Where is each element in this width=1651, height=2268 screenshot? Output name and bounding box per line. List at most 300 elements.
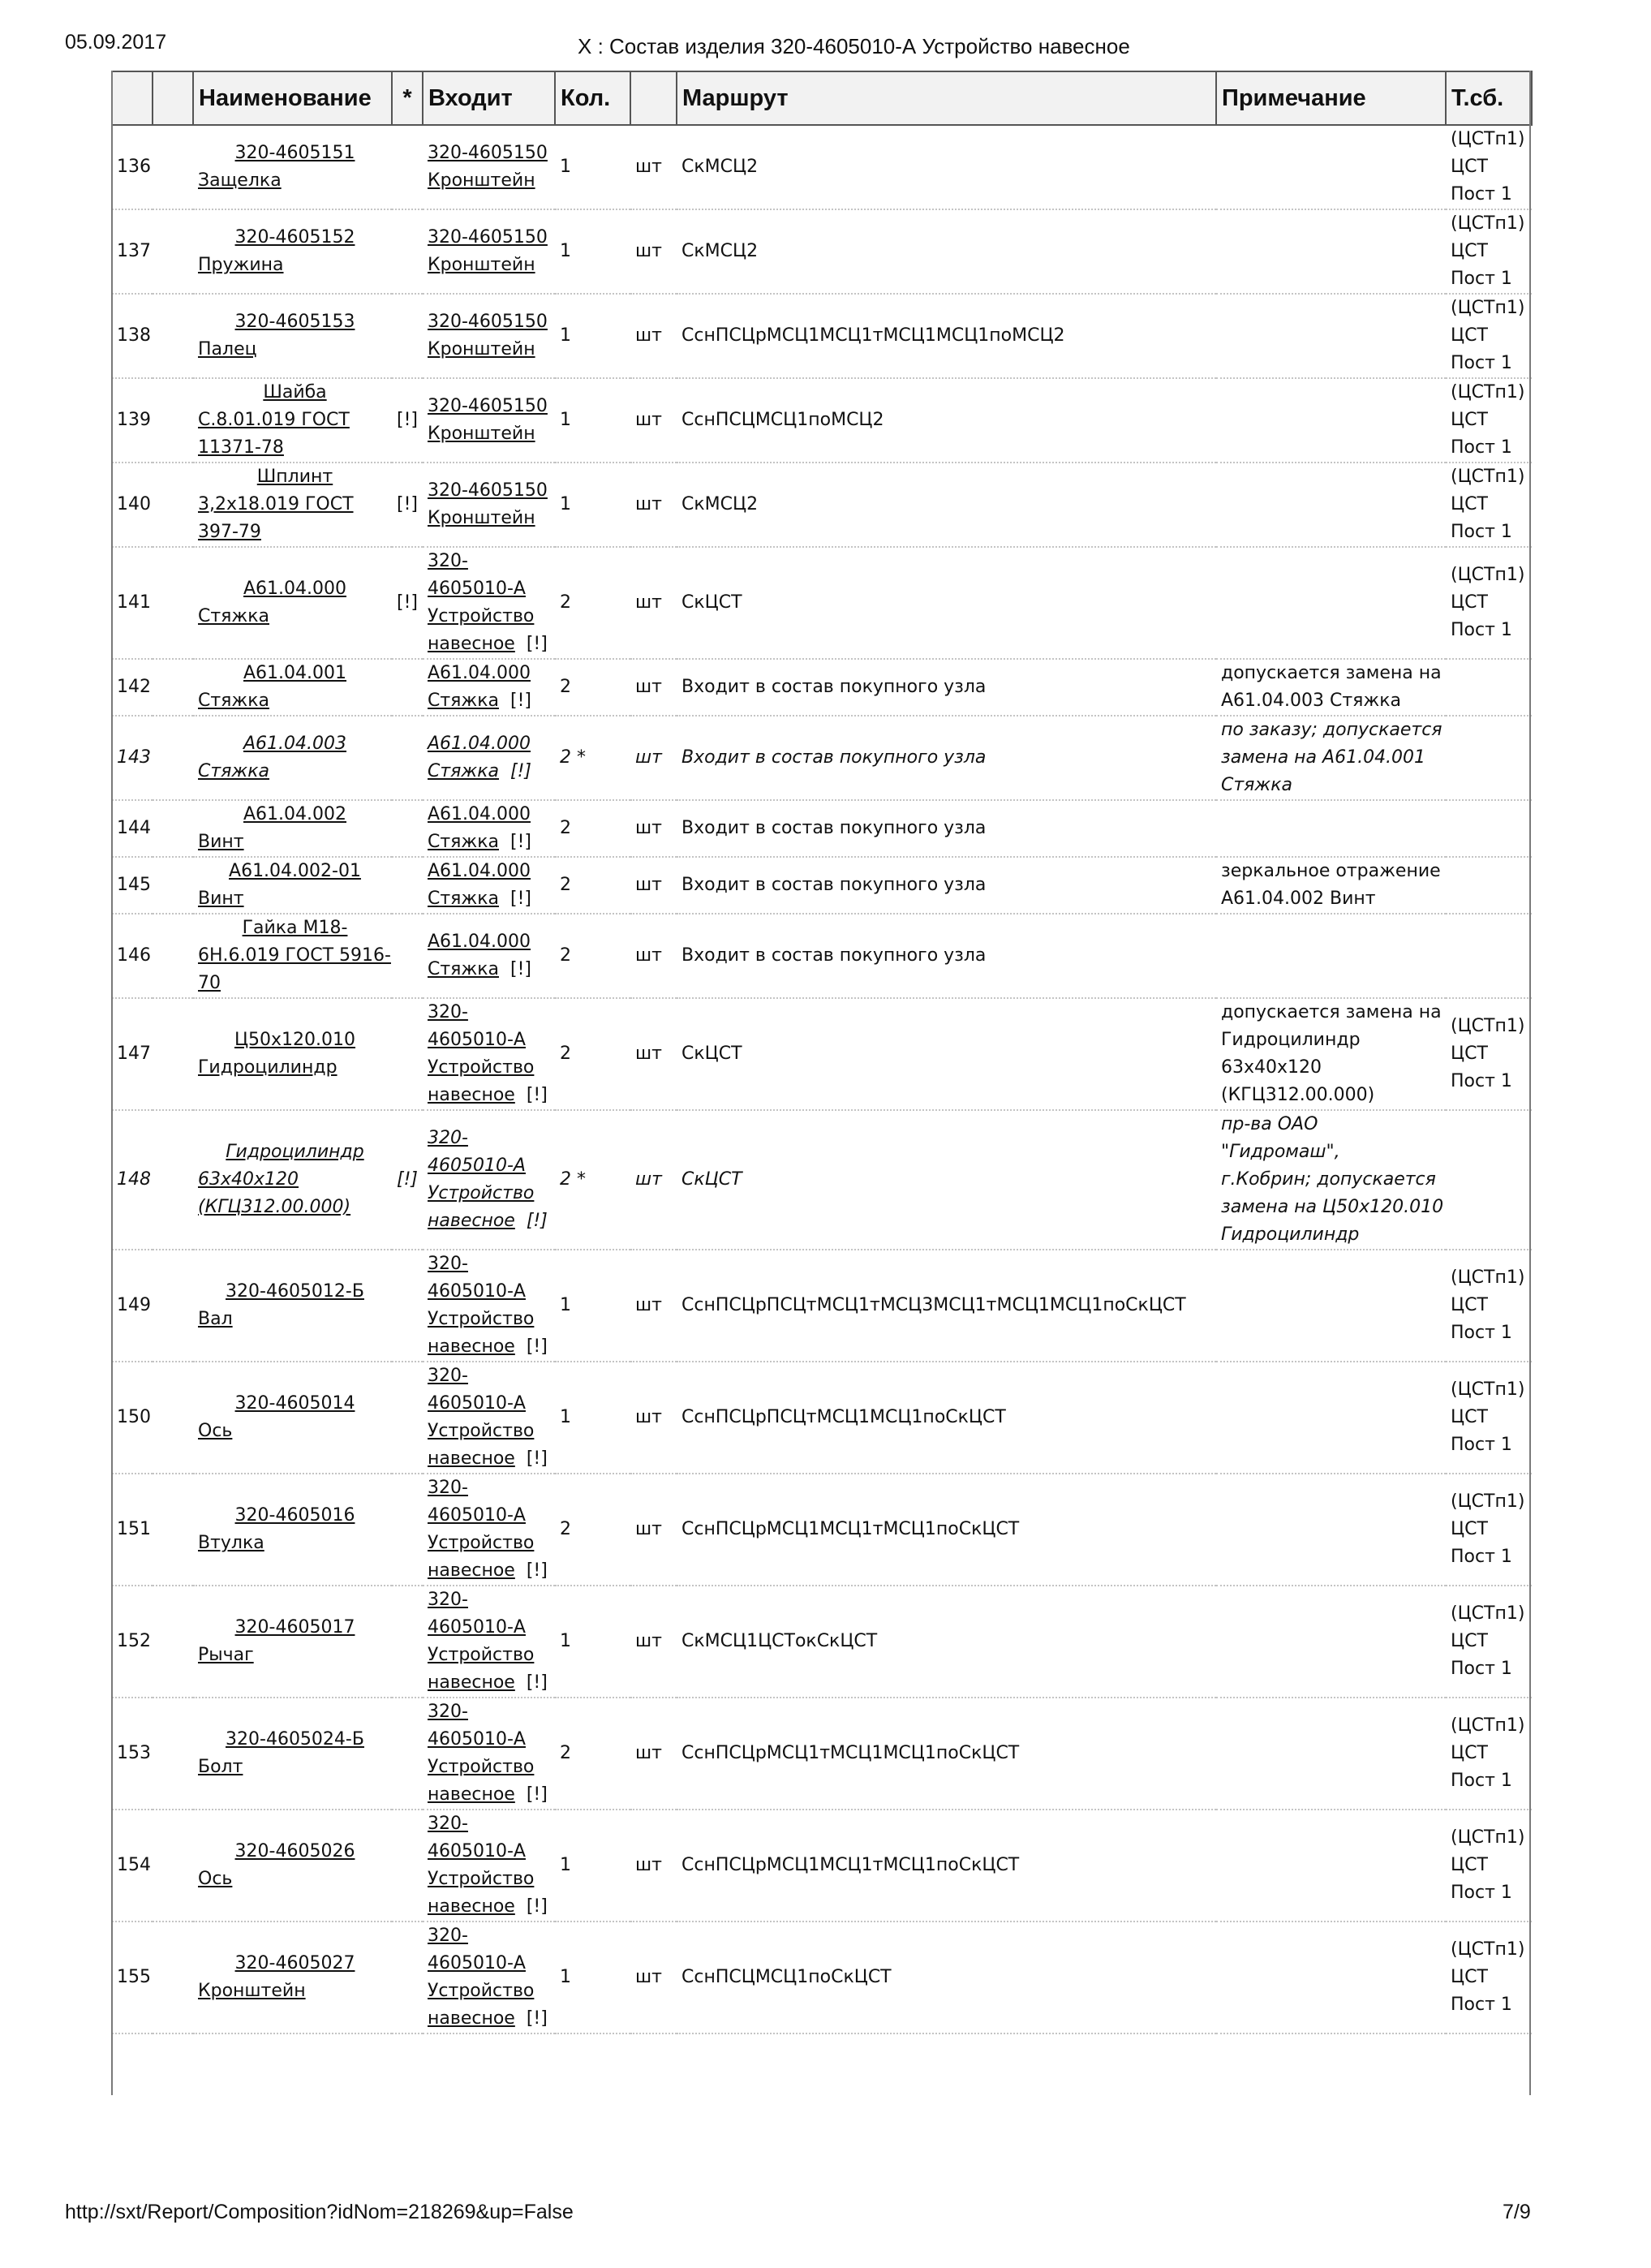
item-flag — [392, 914, 423, 998]
parent-link-part[interactable]: навесное — [428, 1672, 515, 1693]
item-assembly-station — [1446, 1586, 1532, 1698]
item-title-link[interactable]: Стяжка — [198, 606, 269, 626]
item-quantity: 2 — [555, 800, 630, 857]
item-quantity: 2 — [555, 1698, 630, 1810]
item-route: СснПСЦрМСЦ1МСЦ1тМСЦ1поСкЦСТ — [677, 1474, 1216, 1586]
item-assembly-station — [1446, 547, 1532, 659]
row-number: 136 — [112, 125, 153, 209]
item-name-cell — [193, 1698, 392, 1810]
item-quantity: 2 — [555, 659, 630, 716]
table-row — [112, 1922, 1532, 2033]
item-note — [1216, 857, 1446, 914]
parent-link-part[interactable]: Стяжка — [428, 761, 499, 781]
item-quantity: 2 — [555, 914, 630, 998]
note-line: замена на А61.04.001 — [1221, 747, 1426, 768]
item-flag: [!] — [392, 463, 423, 547]
parent-link-part[interactable]: Кронштейн — [428, 424, 535, 444]
parent-link-part[interactable]: навесное — [428, 1085, 515, 1105]
table-header-row — [112, 71, 1532, 125]
parent-link-part[interactable]: 4605010-А — [428, 1156, 526, 1176]
parent-link-part[interactable]: Кронштейн — [428, 255, 535, 275]
item-name-cell — [193, 1110, 392, 1250]
parent-link-part[interactable]: 4605010-А — [428, 1729, 526, 1749]
item-quantity: 2 — [555, 1474, 630, 1586]
item-name-cell — [193, 1810, 392, 1922]
item-name-cell — [193, 1586, 392, 1698]
item-unit: шт — [630, 1922, 677, 2033]
parent-link-part[interactable]: 320- — [428, 551, 468, 571]
parent-link-part[interactable]: Стяжка — [428, 889, 499, 909]
parent-cell — [423, 463, 555, 547]
item-note — [1216, 716, 1446, 800]
parent-link-part[interactable]: Устройство — [428, 1309, 535, 1329]
station-line: (ЦСТп1) — [1451, 1379, 1525, 1400]
item-name-cell — [193, 463, 392, 547]
parent-link-part[interactable]: навесное — [428, 1560, 515, 1581]
item-code-link[interactable]: Шплинт — [256, 467, 333, 487]
parent-cell — [423, 378, 555, 463]
item-code-link[interactable]: 320-4605024-Б — [226, 1729, 364, 1749]
table-row — [112, 1362, 1532, 1474]
parent-link-part[interactable]: Устройство — [428, 1645, 535, 1665]
item-title-link[interactable]: Рычаг — [198, 1645, 254, 1665]
item-note — [1216, 463, 1446, 547]
col-header-blank — [153, 71, 193, 125]
parent-cell — [423, 1250, 555, 1362]
item-title-link[interactable]: Палец — [198, 339, 257, 359]
parent-link-part[interactable]: Кронштейн — [428, 339, 535, 359]
item-title-link[interactable]: С.8.01.019 ГОСТ 11371-78 — [198, 410, 350, 458]
parent-link-part[interactable]: 320- — [428, 1002, 468, 1022]
row-number: 152 — [112, 1586, 153, 1698]
item-code-link[interactable]: 320-4605027 — [234, 1953, 355, 1973]
table-row — [112, 209, 1532, 294]
parent-link-part[interactable]: навесное — [428, 634, 515, 654]
item-quantity: 2 — [555, 857, 630, 914]
item-title-link[interactable]: Болт — [198, 1757, 243, 1777]
parent-cell — [423, 547, 555, 659]
parent-link-part[interactable]: 4605010-А — [428, 579, 526, 599]
item-note — [1216, 1586, 1446, 1698]
row-blank — [153, 857, 193, 914]
parent-cell — [423, 1110, 555, 1250]
station-line: Пост 1 — [1451, 1771, 1512, 1791]
parent-link-part[interactable]: 320- — [428, 1702, 468, 1722]
table-row — [112, 998, 1532, 1110]
item-note — [1216, 1362, 1446, 1474]
item-code-link[interactable]: 320-4605152 — [234, 227, 355, 247]
note-line: А61.04.003 Стяжка — [1221, 691, 1402, 711]
item-name-cell — [193, 716, 392, 800]
row-blank — [153, 800, 193, 857]
parent-link-part[interactable]: Кронштейн — [428, 508, 535, 528]
table-row — [112, 1698, 1532, 1810]
item-unit: шт — [630, 1362, 677, 1474]
row-blank — [153, 209, 193, 294]
item-flag — [392, 857, 423, 914]
parent-link-part[interactable]: навесное — [428, 1336, 515, 1357]
parent-flag: [!] — [526, 634, 548, 654]
item-unit: шт — [630, 1250, 677, 1362]
item-flag — [392, 800, 423, 857]
row-blank — [153, 1922, 193, 2033]
parent-link-part[interactable]: 320- — [428, 1254, 468, 1274]
item-quantity: 2 * — [555, 1110, 630, 1250]
item-quantity: 1 — [555, 1810, 630, 1922]
item-title-link[interactable]: Стяжка — [198, 761, 269, 781]
row-blank — [153, 1250, 193, 1362]
station-line: (ЦСТп1) — [1451, 1016, 1525, 1036]
parent-flag: [!] — [526, 1784, 548, 1805]
item-assembly-station — [1446, 914, 1532, 998]
row-blank — [153, 1810, 193, 1922]
parent-cell — [423, 1362, 555, 1474]
parent-link-part[interactable]: 4605010-А — [428, 1505, 526, 1526]
item-title-link[interactable]: Ось — [198, 1869, 233, 1889]
parent-link-part[interactable]: Стяжка — [428, 691, 499, 711]
parent-cell — [423, 1586, 555, 1698]
item-title-link[interactable]: 63х40х120 (КГЦ312.00.000) — [198, 1169, 351, 1217]
parent-link-part[interactable]: Стяжка — [428, 959, 499, 979]
parent-flag: [!] — [526, 1448, 548, 1469]
row-number: 155 — [112, 1922, 153, 2033]
item-route: СкЦСТ — [677, 1110, 1216, 1250]
item-quantity: 1 — [555, 294, 630, 378]
item-flag — [392, 716, 423, 800]
item-unit: шт — [630, 125, 677, 209]
item-note — [1216, 209, 1446, 294]
parent-link-part[interactable]: А61.04.000 — [428, 734, 531, 754]
item-title-link[interactable]: 6Н.6.019 ГОСТ 5916-70 — [198, 945, 391, 993]
item-title-link[interactable]: Ось — [198, 1421, 233, 1441]
parent-link-part[interactable]: Устройство — [428, 1057, 535, 1078]
item-assembly-station — [1446, 716, 1532, 800]
item-flag — [392, 209, 423, 294]
parent-link-part[interactable]: 320- — [428, 1814, 468, 1834]
item-code-link[interactable]: А61.04.001 — [243, 663, 346, 683]
parent-link-part[interactable]: навесное — [428, 1784, 515, 1805]
row-blank — [153, 1698, 193, 1810]
item-flag — [392, 1586, 423, 1698]
item-flag: [!] — [392, 378, 423, 463]
item-note — [1216, 125, 1446, 209]
parent-link-part[interactable]: 320-4605150 — [428, 396, 548, 416]
item-flag — [392, 1698, 423, 1810]
item-note — [1216, 659, 1446, 716]
parent-link-part[interactable]: А61.04.000 — [428, 932, 531, 952]
item-unit: шт — [630, 463, 677, 547]
parent-cell — [423, 125, 555, 209]
item-name-cell — [193, 1362, 392, 1474]
item-flag — [392, 1922, 423, 2033]
item-code-link[interactable]: А61.04.002 — [243, 804, 346, 824]
item-code-link[interactable]: Ц50х120.010 — [234, 1030, 356, 1050]
item-unit: шт — [630, 1698, 677, 1810]
item-assembly-station — [1446, 1474, 1532, 1586]
row-number: 139 — [112, 378, 153, 463]
item-name-cell — [193, 125, 392, 209]
parent-link-part[interactable]: А61.04.000 — [428, 861, 531, 881]
parent-link-part[interactable]: Стяжка — [428, 832, 499, 852]
item-route: Входит в состав покупного узла — [677, 914, 1216, 998]
parent-link-part[interactable]: Устройство — [428, 1981, 535, 2001]
item-route: СкМСЦ2 — [677, 463, 1216, 547]
item-route: СснПСЦрПСЦтМСЦ1тМСЦ3МСЦ1тМСЦ1МСЦ1поСкЦСТ — [677, 1250, 1216, 1362]
row-number: 141 — [112, 547, 153, 659]
col-header-parent: Входит — [423, 71, 555, 125]
parent-cell — [423, 857, 555, 914]
item-flag — [392, 1474, 423, 1586]
row-blank — [153, 1110, 193, 1250]
item-route: СснПСЦрМСЦ1МСЦ1тМСЦ1поСкЦСТ — [677, 1810, 1216, 1922]
item-unit: шт — [630, 378, 677, 463]
item-title-link[interactable]: 3,2х18.019 ГОСТ 397-79 — [198, 494, 354, 542]
parent-flag: [!] — [526, 1560, 548, 1581]
parent-cell — [423, 800, 555, 857]
item-title-link[interactable]: Винт — [198, 889, 244, 909]
parent-link-part[interactable]: навесное — [428, 1211, 515, 1231]
parent-link-part[interactable]: 320-4605150 — [428, 312, 548, 332]
item-title-link[interactable]: Винт — [198, 832, 244, 852]
parent-link-part[interactable]: Устройство — [428, 606, 535, 626]
item-assembly-station — [1446, 857, 1532, 914]
station-line: (ЦСТп1) — [1451, 213, 1525, 234]
item-name-cell — [193, 1250, 392, 1362]
parent-link-part[interactable]: 320- — [428, 1478, 468, 1498]
parent-link-part[interactable]: 4605010-А — [428, 1953, 526, 1973]
parent-link-part[interactable]: 4605010-А — [428, 1841, 526, 1861]
table-row — [112, 716, 1532, 800]
parent-link-part[interactable]: Кронштейн — [428, 170, 535, 191]
parent-flag: [!] — [526, 1336, 548, 1357]
page-number: 7/9 — [1503, 2201, 1531, 2223]
item-assembly-station — [1446, 1110, 1532, 1250]
station-line: ЦСТ — [1451, 1743, 1488, 1763]
row-number: 153 — [112, 1698, 153, 1810]
parent-link-part[interactable]: навесное — [428, 2008, 515, 2029]
station-line: (ЦСТп1) — [1451, 382, 1525, 402]
item-name-cell — [193, 1922, 392, 2033]
item-code-link[interactable]: 320-4605026 — [234, 1841, 355, 1861]
item-assembly-station — [1446, 209, 1532, 294]
station-line: (ЦСТп1) — [1451, 565, 1525, 585]
item-name-cell — [193, 378, 392, 463]
item-route: СкМСЦ1ЦСТокСкЦСТ — [677, 1586, 1216, 1698]
note-line: А61.04.002 Винт — [1221, 889, 1376, 909]
table-row — [112, 1810, 1532, 1922]
item-route: СснПСЦрМСЦ1тМСЦ1МСЦ1поСкЦСТ — [677, 1698, 1216, 1810]
parent-flag: [!] — [510, 959, 531, 979]
col-header-qty: Кол. — [555, 71, 630, 125]
item-name-cell — [193, 857, 392, 914]
station-line: ЦСТ — [1451, 1631, 1488, 1651]
parent-link-part[interactable]: 320-4605150 — [428, 227, 548, 247]
item-note — [1216, 1474, 1446, 1586]
item-quantity: 1 — [555, 1922, 630, 2033]
table-row — [112, 463, 1532, 547]
station-line: ЦСТ — [1451, 592, 1488, 613]
row-number: 144 — [112, 800, 153, 857]
item-quantity: 1 — [555, 125, 630, 209]
item-title-link[interactable]: Пружина — [198, 255, 284, 275]
col-header-route: Маршрут — [677, 71, 1216, 125]
item-flag: [!] — [392, 547, 423, 659]
item-route: Входит в состав покупного узла — [677, 800, 1216, 857]
station-line: (ЦСТп1) — [1451, 1267, 1525, 1288]
row-blank — [153, 659, 193, 716]
composition-table — [111, 71, 1533, 2034]
item-quantity: 1 — [555, 463, 630, 547]
note-line: "Гидромаш", — [1221, 1142, 1340, 1162]
item-note — [1216, 547, 1446, 659]
parent-link-part[interactable]: 320- — [428, 1366, 468, 1386]
station-line: (ЦСТп1) — [1451, 1603, 1525, 1624]
parent-link-part[interactable]: 4605010-А — [428, 1030, 526, 1050]
parent-link-part[interactable]: 320- — [428, 1128, 468, 1148]
item-route: СкЦСТ — [677, 547, 1216, 659]
item-title-link[interactable]: Гидроцилиндр — [198, 1057, 338, 1078]
note-line: зеркальное отражение — [1221, 861, 1441, 881]
parent-link-part[interactable]: 4605010-А — [428, 1393, 526, 1414]
item-unit: шт — [630, 914, 677, 998]
parent-link-part[interactable]: 320- — [428, 1590, 468, 1610]
item-flag — [392, 125, 423, 209]
station-line: Пост 1 — [1451, 353, 1512, 373]
row-blank — [153, 1474, 193, 1586]
report-url: http://sxt/Report/Composition?idNom=218269&up=False — [65, 2201, 574, 2223]
item-unit: шт — [630, 1474, 677, 1586]
parent-link-part[interactable]: 320-4605150 — [428, 480, 548, 501]
station-line: ЦСТ — [1451, 410, 1488, 430]
parent-link-part[interactable]: А61.04.000 — [428, 804, 531, 824]
item-code-link[interactable]: Гайка М18- — [242, 918, 348, 938]
parent-cell — [423, 659, 555, 716]
item-assembly-station — [1446, 125, 1532, 209]
parent-link-part[interactable]: Устройство — [428, 1533, 535, 1553]
table-row — [112, 800, 1532, 857]
station-line: ЦСТ — [1451, 1295, 1488, 1315]
row-blank — [153, 914, 193, 998]
col-header-unit — [630, 71, 677, 125]
item-title-link[interactable]: Втулка — [198, 1533, 264, 1553]
item-title-link[interactable]: Вал — [198, 1309, 233, 1329]
item-code-link[interactable]: 320-4605014 — [234, 1393, 355, 1414]
station-line: Пост 1 — [1451, 620, 1512, 640]
item-note — [1216, 1250, 1446, 1362]
station-line: ЦСТ — [1451, 1519, 1488, 1539]
parent-link-part[interactable]: Устройство — [428, 1421, 535, 1441]
parent-link-part[interactable]: 320- — [428, 1926, 468, 1946]
item-assembly-station — [1446, 998, 1532, 1110]
item-quantity: 2 — [555, 547, 630, 659]
item-code-link[interactable]: Гидроцилиндр — [226, 1142, 364, 1162]
item-note — [1216, 800, 1446, 857]
parent-link-part[interactable]: Устройство — [428, 1869, 535, 1889]
parent-link-part[interactable]: навесное — [428, 1448, 515, 1469]
item-flag: [!] — [392, 1110, 423, 1250]
item-route: СснПСЦМСЦ1поМСЦ2 — [677, 378, 1216, 463]
col-header-num — [112, 71, 153, 125]
note-line: Гидроцилиндр — [1221, 1030, 1361, 1050]
parent-link-part[interactable]: 4605010-А — [428, 1281, 526, 1302]
parent-link-part[interactable]: А61.04.000 — [428, 663, 531, 683]
station-line: Пост 1 — [1451, 522, 1512, 542]
row-number: 137 — [112, 209, 153, 294]
item-unit: шт — [630, 857, 677, 914]
item-flag — [392, 294, 423, 378]
station-line: Пост 1 — [1451, 1883, 1512, 1903]
item-code-link[interactable]: Шайба — [263, 382, 327, 402]
row-number: 150 — [112, 1362, 153, 1474]
station-line: Пост 1 — [1451, 1995, 1512, 2015]
parent-link-part[interactable]: 4605010-А — [428, 1617, 526, 1638]
item-name-cell — [193, 209, 392, 294]
parent-link-part[interactable]: навесное — [428, 1896, 515, 1917]
station-line: (ЦСТп1) — [1451, 467, 1525, 487]
item-flag — [392, 659, 423, 716]
parent-cell — [423, 1922, 555, 2033]
parent-link-part[interactable]: Устройство — [428, 1757, 535, 1777]
item-code-link[interactable]: 320-4605017 — [234, 1617, 355, 1638]
row-number: 149 — [112, 1250, 153, 1362]
station-line: ЦСТ — [1451, 494, 1488, 514]
parent-link-part[interactable]: Устройство — [428, 1183, 535, 1203]
note-line: 63х40х120 — [1221, 1057, 1322, 1078]
item-assembly-station — [1446, 659, 1532, 716]
parent-cell — [423, 209, 555, 294]
item-unit: шт — [630, 209, 677, 294]
item-code-link[interactable]: 320-4605151 — [234, 143, 355, 163]
item-code-link[interactable]: 320-4605153 — [234, 312, 355, 332]
item-code-link[interactable]: А61.04.002-01 — [229, 861, 361, 881]
parent-flag: [!] — [526, 1211, 548, 1231]
parent-cell — [423, 1474, 555, 1586]
item-title-link[interactable]: Кронштейн — [198, 1981, 306, 2001]
item-note — [1216, 1922, 1446, 2033]
parent-flag: [!] — [526, 1896, 548, 1917]
item-code-link[interactable]: 320-4605016 — [234, 1505, 355, 1526]
col-header-name: Наименование — [193, 71, 392, 125]
parent-cell — [423, 998, 555, 1110]
parent-cell — [423, 914, 555, 998]
station-line: ЦСТ — [1451, 1407, 1488, 1427]
item-code-link[interactable]: А61.04.000 — [243, 579, 346, 599]
item-code-link[interactable]: А61.04.003 — [243, 734, 346, 754]
parent-cell — [423, 294, 555, 378]
row-number: 148 — [112, 1110, 153, 1250]
parent-link-part[interactable]: 320-4605150 — [428, 143, 548, 163]
station-line: Пост 1 — [1451, 184, 1512, 204]
parent-flag: [!] — [510, 761, 531, 781]
station-line: (ЦСТп1) — [1451, 129, 1525, 149]
item-title-link[interactable]: Защелка — [198, 170, 282, 191]
note-line: замена на Ц50х120.010 — [1221, 1197, 1444, 1217]
item-route: СснПСЦрМСЦ1МСЦ1тМСЦ1МСЦ1поМСЦ2 — [677, 294, 1216, 378]
item-title-link[interactable]: Стяжка — [198, 691, 269, 711]
parent-flag: [!] — [510, 889, 531, 909]
item-flag — [392, 1810, 423, 1922]
row-blank — [153, 716, 193, 800]
note-line: Стяжка — [1221, 775, 1292, 795]
station-line: Пост 1 — [1451, 1323, 1512, 1343]
item-code-link[interactable]: 320-4605012-Б — [226, 1281, 364, 1302]
table-row — [112, 378, 1532, 463]
item-note — [1216, 998, 1446, 1110]
parent-flag: [!] — [510, 691, 531, 711]
item-note — [1216, 378, 1446, 463]
station-line: ЦСТ — [1451, 325, 1488, 346]
table-row — [112, 294, 1532, 378]
